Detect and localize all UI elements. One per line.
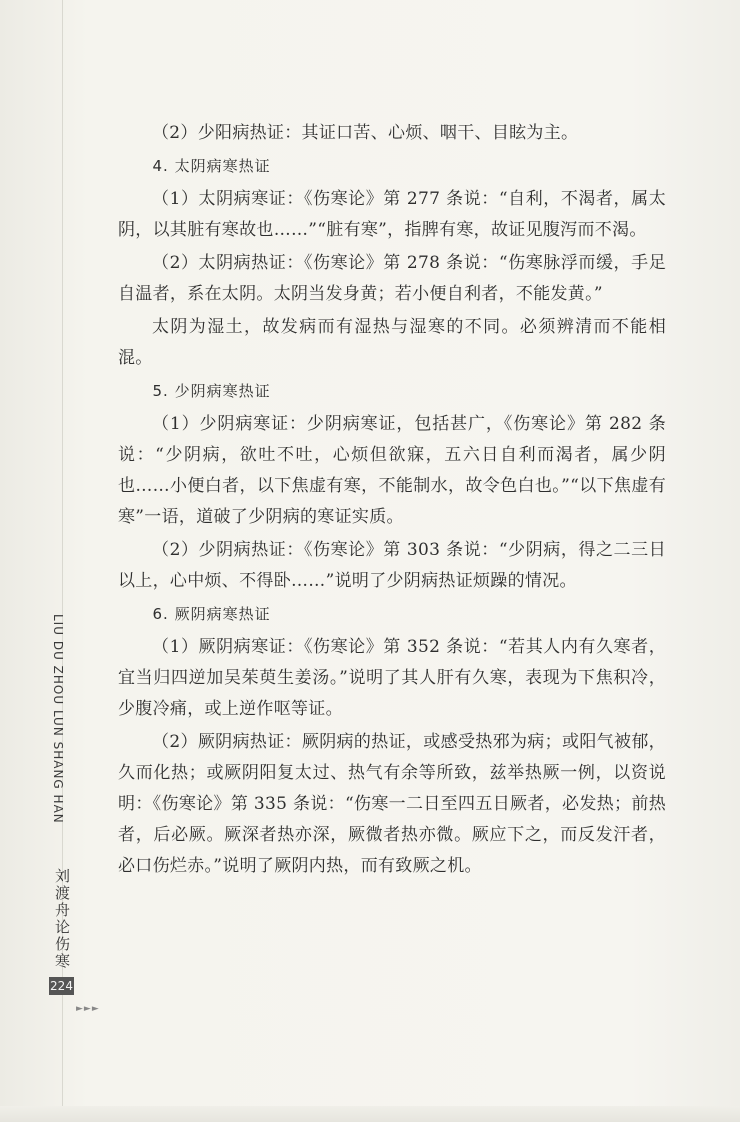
paragraph: （2）少阴病热证：《伤寒论》第 303 条说：“少阴病，得之二三日以上，心中烦、不得卧……”说明了少阴病热证烦躁的情况。 [118,540,666,591]
paragraph: （1）少阴病寒证：少阴病寒证，包括甚广，《伤寒论》第 282 条说：“少阴病，欲吐不吐，心烦但欲寐，五六日自利而渴者，属少阴也……小便白者，以下焦虚有寒，不能制水，故令色白也。”“以下焦虚有寒”一语，道破了少阴病的寒证实质。 [118,414,666,527]
section-heading: 4. 太阴病寒热证 [152,157,271,175]
running-head-chinese: 刘渡舟论伤寒 [53,868,71,970]
running-head-latin: LIU DU ZHOU LUN SHANG HAN [51,614,65,824]
paragraph: （2）太阴病热证：《伤寒论》第 278 条说：“伤寒脉浮而缓，手足自温者，系在太阴。太阴当发身黄；若小便自利者，不能发黄。” [118,253,666,304]
section-heading: 5. 少阴病寒热证 [152,382,271,400]
page-number: 224 [50,979,73,993]
arrow-icon: ►►► [76,1004,100,1014]
paragraph: 太阴为湿土，故发病而有湿热与湿寒的不同。必须辨清而不能相混。 [118,317,666,368]
paragraph: （1）太阴病寒证：《伤寒论》第 277 条说：“自利，不渴者，属太阴，以其脏有寒故也……”“脏有寒”，指脾有寒，故证见腹泻而不渴。 [118,189,666,240]
paragraph: （2）少阳病热证：其证口苦、心烦、咽干、目眩为主。 [152,123,579,143]
paragraph: （2）厥阴病热证：厥阴病的热证，或感受热邪为病；或阳气被郁，久而化热；或厥阴阳复太过、热气有余等所致，兹举热厥一例，以资说明：《伤寒论》第 335 条说：“伤寒一二日至四五日厥者，必发热；前热者，后必厥。厥深者热亦深，厥微者热亦微。厥应下之，而反发汗者，必口伤烂赤。”说明了厥阴内热，而有致厥之机。 [118,732,666,876]
paragraph: （1）厥阴病寒证：《伤寒论》第 352 条说：“若其人内有久寒者，宜当归四逆加吴茱萸生姜汤。”说明了其人肝有久寒，表现为下焦积冷，少腹冷痛，或上逆作呕等证。 [118,637,666,719]
running-head [51,614,73,884]
page-bottom-edge [0,1106,740,1122]
page-body [118,118,666,884]
section-heading: 6. 厥阴病寒热证 [152,605,271,623]
